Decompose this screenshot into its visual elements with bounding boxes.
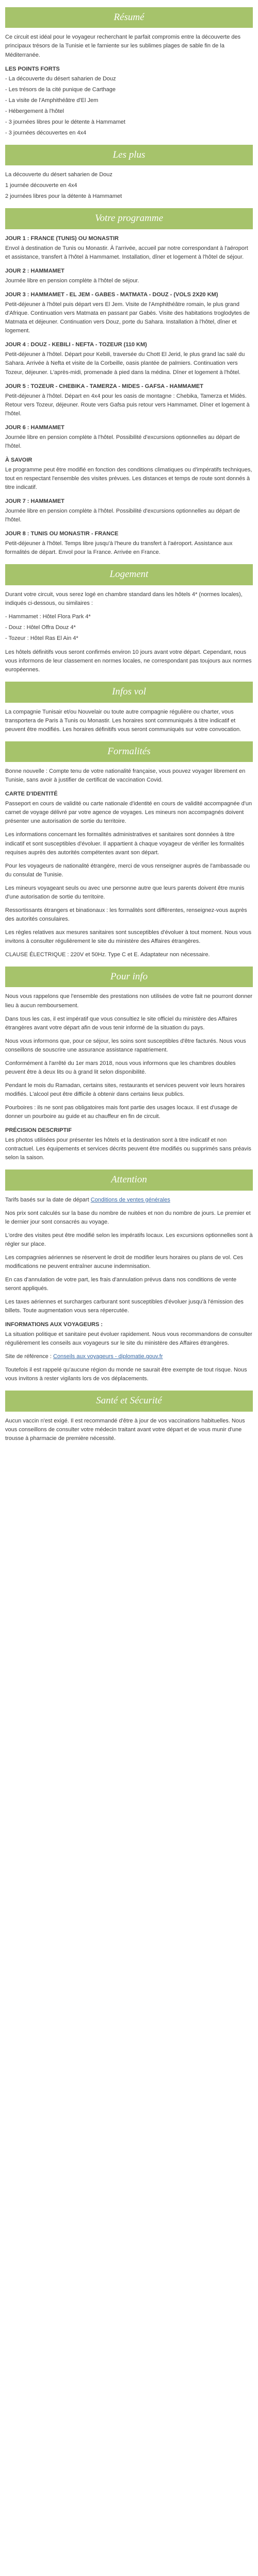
pourinfo-paragraph: Pourboires : ils ne sont pas obligatoires mais font partie des usages locaux. Il est d'usage de donner un pourboire au guide et au chauffeur en fin de circuit. <box>5 1104 238 1120</box>
resume-point: - 3 journées libres pour le détente à Hammamet <box>5 118 125 125</box>
resume-points-heading: LES POINTS FORTS <box>5 65 60 72</box>
pourinfo-paragraph: Dans tous les cas, il est impératif que vous consultiez le site officiel du ministère des Affaires étrangères avant votre départ afin de vous tenir informé de la situation du pays. <box>5 1015 237 1031</box>
resume-point: - Les trésors de la cité punique de Carthage <box>5 86 116 93</box>
section-title-infos-vol: Infos vol <box>5 682 253 702</box>
section-title-programme: Votre programme <box>5 208 253 229</box>
diplomatie-link[interactable]: Conseils aux voyageurs - diplomatie.gouv.fr <box>53 1353 163 1360</box>
pourinfo-paragraph: Conformément à l'arrêté du 1er mars 2018, nous vous informons que les chambres doubles peuvent être à deux lits ou à grand lit selon disponibilité. <box>5 1060 236 1075</box>
attention-closing: Toutefois il est rappelé qu'aucune région du monde ne saurait être exempte de tout risque. Nous vous invitons à rester vigilants lors de vos déplacements. <box>5 1367 247 1382</box>
reference-site-label: Site de référence : <box>5 1353 53 1360</box>
section-title-logement: Logement <box>5 564 253 585</box>
pourinfo-paragraph: Pendant le mois du Ramadan, certains sites, restaurants et services peuvent voir leurs horaires modifiés. L'alcool peut être difficile à obtenir dans certains lieux publics. <box>5 1082 245 1097</box>
section-title-attention: Attention <box>5 1170 253 1190</box>
day-text: Petit-déjeuner à l'hôtel puis départ vers El Jem. Visite de l'Amphithéâtre romain, le plus grand d'Afrique. Continuation vers Matmata en passant par Gabès. Visite des habitations troglodytes de Matmata et déjeuner. Continuation vers Douz, porte du Sahara. Installation à l'hôtel, dîner et logement. <box>5 301 250 334</box>
day-text: Petit-déjeuner à l'hôtel. Temps libre jusqu'à l'heure du transfert à l'aéroport. Assistance aux formalités de départ. Envol pour la France. Arrivée en France. <box>5 540 233 556</box>
section-title-resume: Résumé <box>5 7 253 28</box>
formalites-paragraph: CLAUSE ÉLECTRIQUE : 220V et 50Hz. Type C et E. Adaptateur non nécessaire. <box>5 952 210 958</box>
day-text: Petit-déjeuner à l'hôtel. Départ pour Kebili, traversée du Chott El Jerid, le plus grand lac salé du Sahara. Arrivée à Nefta et visite de la Corbeille, oasis plantée de palmiers. Continuation vers Tozeur, déjeuner. L'après-midi, promenade à pied dans la médina. Dîner et logement à l'hôtel. <box>5 351 245 376</box>
hotel-item: - Douz : Hôtel Offra Douz 4* <box>5 624 76 631</box>
resume-points-list <box>5 75 253 138</box>
plus-item: 2 journées libres pour la détente à Hammamet <box>5 193 122 200</box>
resume-point: - 3 journées découvertes en 4x4 <box>5 129 87 136</box>
day-text: Petit-déjeuner à l'hôtel. Départ en 4x4 pour les oasis de montagne : Chebika, Tamerza et Midès. Retour vers Tozeur, déjeuner. Route vers Gafsa puis retour vers Hammamet. Dîner et logement à l'hôtel. <box>5 393 250 417</box>
day-text: Le programme peut être modifié en fonction des conditions climatiques ou d'impératifs techniques, tout en respectant l'ensemble des visites prévues. Les distances et temps de route sont donnés à titre indicatif. <box>5 466 252 491</box>
logement-intro: Durant votre circuit, vous serez logé en chambre standard dans les hôtels 4* (normes locales), indiqués ci-dessous, ou similaires : <box>5 591 243 606</box>
resume-intro: Ce circuit est idéal pour le voyageur recherchant le parfait compromis entre la découverte des principaux trésors de la Tunisie et le farniente sur les sublimes plages de sable fin de la Méditerranée. <box>5 34 241 58</box>
plus-item: 1 journée découverte en 4x4 <box>5 182 77 189</box>
formalites-paragraph: Les règles relatives aux mesures sanitaires sont susceptibles d'évoluer à tout moment. Nous vous invitons à consulter régulièrement le site du ministère des Affaires étrangères. <box>5 929 252 944</box>
attention-lead <box>5 1196 253 1205</box>
formalites-paragraph: Les informations concernant les formalités administratives et sanitaires sont données à titre indicatif et sont susceptibles d'évoluer. Il appartient à chaque voyageur de vérifier les formalités requises auprès des autorités compétentes avant son départ. <box>5 832 245 856</box>
attention-paragraph: En cas d'annulation de votre part, les frais d'annulation prévus dans nos conditions de vente seront appliqués. <box>5 1277 237 1292</box>
section-title-sante: Santé et Sécurité <box>5 1391 253 1411</box>
day-heading: JOUR 1 : FRANCE (TUNIS) OU MONASTIR <box>5 235 119 242</box>
formalites-paragraph: Pour les voyageurs de nationalité étrangère, merci de vous renseigner auprès de l'ambassade ou du consulat de Tunisie. <box>5 862 250 878</box>
formalites-paragraph: Bonne nouvelle : Compte tenu de votre nationalité française, vous pouvez voyager librement en Tunisie, sans avoir à justifier de certificat de vaccination Covid. <box>5 768 246 784</box>
resume-point: - La visite de l'Amphithéâtre d'El Jem <box>5 97 99 104</box>
attention-paragraph: Les compagnies aériennes se réservent le droit de modifier leurs horaires ou plans de vol. Ces modifications ne peuvent entraîner aucune indemnisation. <box>5 1254 244 1269</box>
infos-vol-text: La compagnie Tunisair et/ou Nouvelair ou toute autre compagnie régulière ou charter, vous transportera de Paris à Tunis ou Monastir. Les horaires sont communiqués à titre indicatif et peuvent être modifiés. Les horaires définitifs vous seront communiqués sur votre convocation. <box>5 708 241 733</box>
attention-paragraph: Les taxes aériennes et surcharges carburant sont susceptibles d'évoluer jusqu'à l'émission des billets. Toute augmentation vous sera répercutée. <box>5 1299 244 1314</box>
day-text: Journée libre en pension complète à l'hôtel. Possibilité d'excursions optionnelles au départ de l'hôtel. <box>5 434 240 449</box>
day-heading: JOUR 2 : HAMMAMET <box>5 268 64 275</box>
conditions-vente-link[interactable]: Conditions de ventes générales <box>90 1196 170 1203</box>
plus-list <box>5 171 253 201</box>
section-title-formalites: Formalités <box>5 741 253 762</box>
day-heading: JOUR 4 : DOUZ - KEBILI - NEFTA - TOZEUR (110 KM) <box>5 342 147 348</box>
formalites-subheading: CARTE D'IDENTITÉ <box>5 791 58 798</box>
hotel-item: - Hammamet : Hôtel Flora Park 4* <box>5 613 91 620</box>
programme-days <box>5 234 253 557</box>
day-text: Journée libre en pension complète à l'hôtel de séjour. <box>5 278 139 284</box>
pourinfo-paragraph: Nous vous rappelons que l'ensemble des prestations non utilisées de votre fait ne pourront donner lieu à aucun remboursement. <box>5 993 253 1009</box>
resume-point: - La découverte du désert saharien de Douz <box>5 75 116 82</box>
day-heading: JOUR 3 : HAMMAMET - EL JEM - GABES - MATMATA - DOUZ - (VOLS 2X20 KM) <box>5 292 218 298</box>
formalites-paragraph: Les mineurs voyageant seuls ou avec une personne autre que leurs parents doivent être munis d'une autorisation de sortie du territoire. <box>5 885 245 900</box>
section-title-pour-info: Pour info <box>5 967 253 987</box>
day-heading: JOUR 5 : TOZEUR - CHEBIKA - TAMERZA - MIDES - GAFSA - HAMMAMET <box>5 383 203 389</box>
pourinfo-subheading: PRÉCISION DESCRIPTIF <box>5 1127 72 1134</box>
attention-paragraph: Nos prix sont calculés sur la base du nombre de nuitées et non du nombre de jours. Le premier et le dernier jour sont consacrés au voyage. <box>5 1210 251 1225</box>
attention-paragraph: L'ordre des visites peut être modifié selon les impératifs locaux. Les excursions optionnelles sont à régler sur place. <box>5 1232 253 1247</box>
section-title-plus: Les plus <box>5 145 253 165</box>
day-heading: JOUR 7 : HAMMAMET <box>5 498 64 505</box>
resume-point: - Hébergement à l'hôtel <box>5 108 64 114</box>
hotel-item: - Tozeur : Hôtel Ras El Ain 4* <box>5 635 78 641</box>
day-text: Journée libre en pension complète à l'hôtel. Possibilité d'excursions optionnelles au départ de l'hôtel. <box>5 508 240 523</box>
attention-lead-text: Tarifs basés sur la date de départ <box>5 1196 91 1203</box>
sante-text: Aucun vaccin n'est exigé. Il est recommandé d'être à jour de vos vaccinations habituelles. Nous vous conseillons de consulter votre médecin traitant avant votre départ et de vous munir d'une trousse à pharmacie de première nécessité. <box>5 1417 245 1442</box>
day-text: Envol à destination de Tunis ou Monastir. À l'arrivée, accueil par notre correspondant à l'aéroport et assistance, transfert à l'hôtel à Hammamet. Installation, dîner et logement à l'hôtel de séjour. <box>5 245 248 261</box>
day-heading: JOUR 8 : TUNIS OU MONASTIR - FRANCE <box>5 531 119 537</box>
pourinfo-paragraph: Nous vous informons que, pour ce séjour, les soins sont susceptibles d'être facturés. Nous vous conseillons de souscrire une assurance assistance rapatriement. <box>5 1038 246 1053</box>
pourinfo-paragraph: Les photos utilisées pour présenter les hôtels et la destination sont à titre indicatif et non contractuel. Les équipements et services décrits peuvent être modifiés ou supprimés sans préavis selon la saison. <box>5 1137 251 1161</box>
reference-site <box>5 1352 253 1361</box>
voyageurs-heading: INFORMATIONS AUX VOYAGEURS : <box>5 1321 103 1328</box>
formalites-paragraph: Passeport en cours de validité ou carte nationale d'identité en cours de validité accompagnée d'un carnet de voyage délivré par votre agence de voyages. Les mineurs non accompagnés doivent présenter une autorisation de sortie du territoire. <box>5 801 252 825</box>
day-heading: JOUR 6 : HAMMAMET <box>5 424 64 431</box>
formalites-paragraph: Ressortissants étrangers et binationaux : les formalités sont différentes, renseignez-vous auprès des autorités consulaires. <box>5 907 247 922</box>
hotel-list <box>5 613 253 643</box>
voyageurs-text: La situation politique et sanitaire peut évoluer rapidement. Nous vous recommandons de consulter régulièrement les conseils aux voyageurs sur le site du ministère des Affaires étrangères. <box>5 1331 252 1347</box>
plus-item: La découverte du désert saharien de Douz <box>5 172 112 178</box>
logement-note: Les hôtels définitifs vous seront confirmés environ 10 jours avant votre départ. Cependant, nous vous informons de leur classement en normes locales, ne correspondant pas toujours aux normes européennes. <box>5 649 252 673</box>
day-heading: À SAVOIR <box>5 456 33 463</box>
